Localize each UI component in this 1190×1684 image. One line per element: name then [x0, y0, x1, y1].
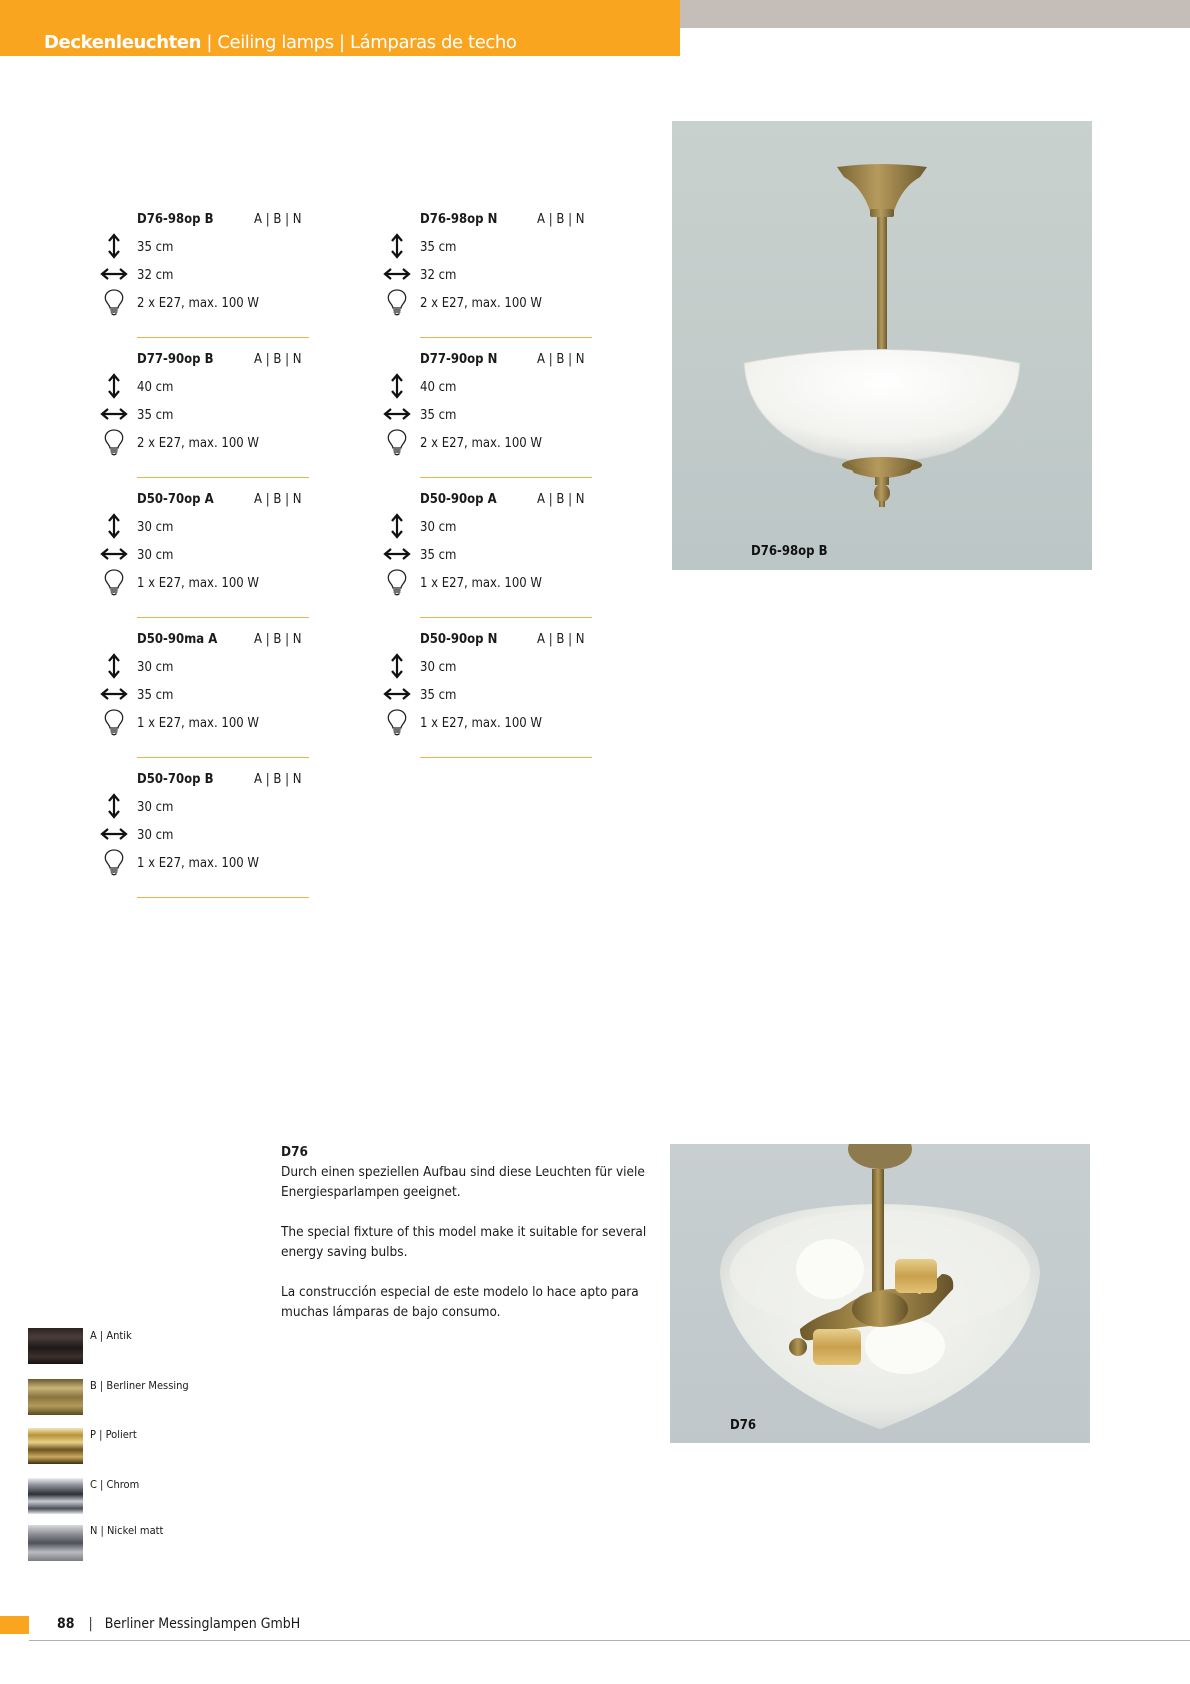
photo-label: D76 [730, 1418, 756, 1433]
width-icon [383, 680, 411, 708]
light-bulb-icon [100, 428, 128, 456]
width-icon [100, 260, 128, 288]
footer [57, 1616, 300, 1632]
swatch-poliert [28, 1428, 83, 1464]
product-height: 30 cm [137, 520, 174, 535]
product-description [281, 1142, 671, 1342]
height-icon [383, 372, 411, 400]
height-icon [100, 652, 128, 680]
width-icon [100, 540, 128, 568]
product-model: D50-70op A [137, 492, 214, 507]
swatch-label-nickel-matt: N | Nickel matt [90, 1524, 164, 1537]
light-bulb-icon [100, 288, 128, 316]
product-model: D50-70op B [137, 772, 214, 787]
product-model: D76-98op B [137, 212, 214, 227]
swatch-label-antik: A | Antik [90, 1329, 132, 1342]
product-finishes: A | B | N [537, 492, 585, 507]
product-height: 40 cm [420, 380, 457, 395]
swatch-label-chrom: C | Chrom [90, 1478, 140, 1491]
pendant-lamp-illustration [672, 121, 1092, 570]
product-finishes: A | B | N [537, 632, 585, 647]
light-bulb-icon [383, 288, 411, 316]
width-icon [383, 260, 411, 288]
product-height: 40 cm [137, 380, 174, 395]
light-bulb-icon [100, 848, 128, 876]
height-icon [100, 792, 128, 820]
width-icon [100, 400, 128, 428]
light-bulb-icon [383, 568, 411, 596]
product-photo-d76-98op-b [672, 121, 1092, 570]
light-bulb-icon [100, 708, 128, 736]
product-finishes: A | B | N [537, 212, 585, 227]
product-width: 35 cm [420, 688, 457, 703]
product-bulb: 2 x E27, max. 100 W [420, 436, 542, 451]
product-model: D50-90op N [420, 632, 498, 647]
page-title-rest: | Ceiling lamps | Lámparas de techo [201, 32, 517, 53]
product-width: 32 cm [420, 268, 457, 283]
product-finishes: A | B | N [254, 212, 302, 227]
height-icon [383, 232, 411, 260]
product-model: D50-90ma A [137, 632, 218, 647]
product-width: 35 cm [420, 408, 457, 423]
product-bulb: 1 x E27, max. 100 W [137, 576, 259, 591]
lamp-closeup-illustration [670, 1144, 1090, 1443]
product-height: 30 cm [420, 520, 457, 535]
swatch-antik [28, 1328, 83, 1364]
product-divider [420, 337, 592, 338]
height-icon [383, 512, 411, 540]
product-height: 30 cm [420, 660, 457, 675]
product-divider [137, 897, 309, 898]
company-name: Berliner Messinglampen GmbH [104, 1616, 301, 1632]
product-model: D50-90op A [420, 492, 497, 507]
footer-rule [29, 1640, 1190, 1641]
width-icon [383, 400, 411, 428]
height-icon [100, 232, 128, 260]
product-bulb: 1 x E27, max. 100 W [420, 576, 542, 591]
footer-accent-bar [0, 1616, 29, 1634]
product-height: 35 cm [137, 240, 174, 255]
product-width: 35 cm [137, 408, 174, 423]
width-icon [383, 540, 411, 568]
height-icon [100, 512, 128, 540]
product-finishes: A | B | N [254, 772, 302, 787]
swatch-nickel-matt [28, 1525, 83, 1561]
product-width: 35 cm [420, 548, 457, 563]
product-bulb: 2 x E27, max. 100 W [137, 436, 259, 451]
product-width: 30 cm [137, 828, 174, 843]
product-photo-d76 [670, 1144, 1090, 1443]
width-icon [100, 680, 128, 708]
product-divider [137, 757, 309, 758]
product-bulb: 1 x E27, max. 100 W [420, 716, 542, 731]
product-divider [420, 757, 592, 758]
product-bulb: 1 x E27, max. 100 W [137, 716, 259, 731]
page-title-de: Deckenleuchten [44, 32, 202, 53]
product-bulb: 1 x E27, max. 100 W [137, 856, 259, 871]
height-icon [383, 652, 411, 680]
swatch-chrom [28, 1478, 83, 1514]
description-en: The special fixture of this model make it suitable for several energy saving bulbs. [281, 1224, 647, 1260]
product-model: D76-98op N [420, 212, 498, 227]
light-bulb-icon [383, 708, 411, 736]
product-width: 35 cm [137, 688, 174, 703]
product-finishes: A | B | N [254, 492, 302, 507]
swatch-label-poliert: P | Poliert [90, 1428, 137, 1441]
product-height: 30 cm [137, 660, 174, 675]
product-divider [137, 617, 309, 618]
product-divider [137, 477, 309, 478]
product-bulb: 2 x E27, max. 100 W [420, 296, 542, 311]
product-finishes: A | B | N [254, 352, 302, 367]
product-divider [420, 617, 592, 618]
description-es: La construcción especial de este modelo lo hace apto para muchas lámparas de bajo consumo. [281, 1284, 639, 1320]
product-width: 32 cm [137, 268, 174, 283]
product-divider [137, 337, 309, 338]
product-divider [420, 477, 592, 478]
light-bulb-icon [383, 428, 411, 456]
swatch-berliner-messing [28, 1379, 83, 1415]
photo-label: D76-98op B [751, 544, 828, 559]
description-de: Durch einen speziellen Aufbau sind diese Leuchten für viele Energiesparlampen geeignet. [281, 1164, 645, 1200]
height-icon [100, 372, 128, 400]
light-bulb-icon [100, 568, 128, 596]
page-title [44, 32, 516, 53]
product-height: 35 cm [420, 240, 457, 255]
product-width: 30 cm [137, 548, 174, 563]
swatch-label-berliner-messing: B | Berliner Messing [90, 1379, 189, 1392]
product-finishes: A | B | N [254, 632, 302, 647]
product-height: 30 cm [137, 800, 174, 815]
width-icon [100, 820, 128, 848]
product-model: D77-90op N [420, 352, 498, 367]
product-model: D77-90op B [137, 352, 214, 367]
description-title: D76 [281, 1144, 308, 1160]
page-number: 88 [57, 1616, 75, 1632]
product-bulb: 2 x E27, max. 100 W [137, 296, 259, 311]
product-finishes: A | B | N [537, 352, 585, 367]
footer-separator: | [88, 1616, 93, 1632]
header-grey-strip [680, 0, 1190, 28]
